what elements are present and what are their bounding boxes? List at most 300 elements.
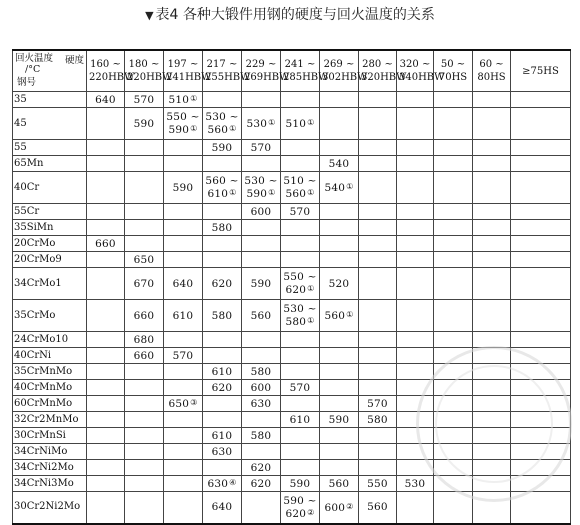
tempering-temp-cell [434, 396, 473, 412]
tempering-temp-cell [281, 268, 320, 300]
temp-value: 620 [211, 277, 233, 290]
temp-value: 530① [246, 118, 276, 130]
temp-value: 530 ~ [283, 303, 317, 315]
tempering-temp-cell [473, 428, 511, 444]
tempering-temp-cell [87, 252, 125, 268]
hardness-column-header [434, 50, 473, 92]
table-row [13, 252, 571, 268]
temp-value: 680 [133, 333, 155, 346]
temp-value: 580 [250, 429, 272, 442]
footnote-mark: ① [346, 182, 354, 191]
footnote-mark: ② [307, 507, 315, 517]
footnote-mark: ① [307, 188, 315, 197]
tempering-temp-cell [164, 348, 203, 364]
tempering-temp-cell [511, 364, 571, 380]
temp-value: 590 [328, 413, 350, 426]
tempering-temp-cell [359, 300, 397, 332]
hardness-range-end: 269HBW [244, 72, 290, 83]
tempering-temp-cell [242, 396, 281, 412]
tempering-temp-cell [511, 204, 571, 220]
tempering-temp-cell [242, 220, 281, 236]
hardness-column-header [511, 50, 571, 92]
tempering-temp-cell [242, 428, 281, 444]
tempering-temp-cell [281, 380, 320, 396]
tempering-temp-cell [397, 348, 434, 364]
tempering-temp-cell [203, 332, 242, 348]
footnote-mark: ① [307, 316, 315, 325]
tempering-temp-cell [434, 92, 473, 108]
tempering-temp-cell [511, 252, 571, 268]
footnote-mark: ① [307, 118, 315, 127]
tempering-temp-cell [511, 492, 571, 524]
tempering-temp-cell [242, 300, 281, 332]
tempering-temp-cell [320, 396, 359, 412]
tempering-temp-cell [359, 380, 397, 396]
temp-value: 570 [133, 93, 155, 106]
hardness-range-start: 320 ~ [399, 59, 431, 70]
tempering-temp-cell [359, 444, 397, 460]
table-row [13, 444, 571, 460]
tempering-temp-cell [511, 108, 571, 140]
tempering-temp-cell [320, 156, 359, 172]
hardness-column-header [473, 50, 511, 92]
temper-temp-unit: /°C [25, 64, 41, 75]
tempering-temp-cell [87, 92, 125, 108]
tempering-temp-cell [359, 140, 397, 156]
tempering-temp-cell [125, 444, 164, 460]
tempering-temp-cell [242, 92, 281, 108]
table-row [13, 236, 571, 252]
hardness-column-header [397, 50, 445, 92]
tempering-temp-cell [281, 492, 320, 524]
tempering-temp-cell [511, 172, 571, 204]
temp-value: 590 [211, 141, 233, 154]
tempering-temp-cell [359, 412, 397, 428]
steel-grade-cell: 40Cr [13, 172, 87, 204]
tempering-temp-cell [359, 156, 397, 172]
tempering-temp-cell [203, 108, 242, 140]
temp-value: 630 [250, 397, 272, 410]
tempering-temp-cell [359, 460, 397, 476]
tempering-temp-cell [511, 300, 571, 332]
footnote-mark: ④ [229, 478, 237, 487]
tempering-temp-cell [397, 396, 434, 412]
tempering-temp-cell [203, 396, 242, 412]
hardness-range-start: 50 ~ [440, 59, 466, 70]
tempering-temp-cell [281, 348, 320, 364]
tempering-temp-cell [473, 220, 511, 236]
tempering-temp-cell [125, 252, 164, 268]
hardness-range-start: 217 ~ [206, 59, 238, 70]
hardness-range-end: 255HBW [205, 72, 251, 83]
tempering-temp-cell [434, 364, 473, 380]
tempering-temp-cell [125, 364, 164, 380]
tempering-temp-cell [473, 412, 511, 428]
tempering-temp-cell [87, 348, 125, 364]
tempering-temp-cell [87, 220, 125, 236]
table-row [13, 92, 571, 108]
temp-value: 660 [133, 349, 155, 362]
footnote-mark: ① [268, 118, 276, 127]
table-row [13, 268, 571, 300]
tempering-temp-cell [125, 492, 164, 524]
tempering-temp-cell [473, 492, 511, 524]
temp-value: 590 [250, 277, 272, 290]
temp-value: 580 [211, 221, 233, 234]
tempering-temp-cell [281, 156, 320, 172]
footnote-mark: ① [307, 284, 315, 293]
hardness-range-end: 340HBW [399, 72, 445, 83]
tempering-temp-cell [125, 236, 164, 252]
tempering-temp-cell [511, 476, 571, 492]
table-row [13, 108, 571, 140]
tempering-temp-cell [125, 204, 164, 220]
table-row [13, 492, 571, 524]
temp-value: 570 [250, 141, 272, 154]
tempering-temp-cell [164, 300, 203, 332]
footnote-mark: ③ [190, 398, 198, 407]
tempering-temp-cell [511, 412, 571, 428]
tempering-temp-cell [320, 236, 359, 252]
tempering-temp-cell [359, 172, 397, 204]
tempering-temp-cell [473, 300, 511, 332]
temp-value: 590 [133, 117, 155, 130]
tempering-temp-cell [242, 236, 281, 252]
tempering-temp-cell [203, 380, 242, 396]
tempering-temp-cell [281, 300, 320, 332]
tempering-temp-cell [511, 236, 571, 252]
tempering-temp-cell [242, 156, 281, 172]
tempering-temp-cell [281, 172, 320, 204]
tempering-temp-cell [320, 220, 359, 236]
steel-grade-cell: 20CrMo [13, 236, 87, 252]
table-row [13, 204, 571, 220]
temp-value: 570 [289, 205, 311, 218]
hardness-column-header [125, 50, 173, 92]
temp-value: 560 ~ [205, 175, 239, 187]
tempering-temp-cell [434, 172, 473, 204]
temp-value: 640 [172, 277, 194, 290]
tempering-temp-cell [203, 268, 242, 300]
tempering-temp-cell [125, 108, 164, 140]
tempering-temp-cell [242, 380, 281, 396]
footnote-mark: ① [268, 188, 276, 197]
hardness-range-start: 269 ~ [323, 59, 355, 70]
tempering-temp-cell [164, 460, 203, 476]
temp-value: 560① [324, 310, 354, 322]
hardness-column-header [320, 50, 368, 92]
tempering-temp-cell [242, 252, 281, 268]
tempering-temp-cell [473, 348, 511, 364]
tempering-temp-cell [125, 396, 164, 412]
tempering-temp-cell [164, 172, 203, 204]
temp-value: 530 ~ [244, 175, 278, 187]
hardness-temper-table [12, 49, 571, 525]
tempering-temp-cell [125, 380, 164, 396]
tempering-temp-cell [125, 348, 164, 364]
tempering-temp-cell [397, 268, 434, 300]
hardness-column-header [87, 50, 135, 92]
temp-value: 620 [250, 461, 272, 474]
tempering-temp-cell [320, 412, 359, 428]
tempering-temp-cell [320, 332, 359, 348]
tempering-temp-cell [434, 204, 473, 220]
tempering-temp-cell [320, 172, 359, 204]
tempering-temp-cell [203, 220, 242, 236]
tempering-temp-cell [281, 460, 320, 476]
steel-grade-cell: 30Cr2Ni2Mo [13, 492, 87, 524]
temp-value: 510① [285, 118, 315, 130]
tempering-temp-cell [87, 460, 125, 476]
temp-value: 580 [367, 413, 388, 426]
temp-value: 510① [168, 94, 198, 106]
tempering-temp-cell [164, 428, 203, 444]
temp-value: 660 [133, 309, 155, 322]
tempering-temp-cell [281, 252, 320, 268]
tempering-temp-cell [125, 92, 164, 108]
temp-value: 640 [211, 501, 233, 514]
tempering-temp-cell [320, 108, 359, 140]
temp-value: 620② [285, 507, 315, 520]
tempering-temp-cell [397, 492, 434, 524]
tempering-temp-cell [164, 396, 203, 412]
tempering-temp-cell [397, 444, 434, 460]
tempering-temp-cell [359, 204, 397, 220]
temp-value: 560 [367, 501, 388, 514]
tempering-temp-cell [473, 332, 511, 348]
tempering-temp-cell [434, 268, 473, 300]
tempering-temp-cell [281, 332, 320, 348]
tempering-temp-cell [359, 428, 397, 444]
temp-value: 550 [367, 477, 388, 490]
tempering-temp-cell [164, 236, 203, 252]
footnote-mark: ① [229, 188, 237, 197]
tempering-temp-cell [164, 364, 203, 380]
tempering-temp-cell [203, 204, 242, 220]
temp-value: 630④ [207, 478, 237, 490]
tempering-temp-cell [473, 476, 511, 492]
tempering-temp-cell [125, 300, 164, 332]
temp-value: 540 [328, 157, 350, 170]
steel-grade-cell: 34CrNi3Mo [13, 476, 87, 492]
tempering-temp-cell [125, 460, 164, 476]
tempering-temp-cell [87, 412, 125, 428]
tempering-temp-cell [281, 364, 320, 380]
tempering-temp-cell [87, 428, 125, 444]
tempering-temp-cell [125, 332, 164, 348]
tempering-temp-cell [473, 268, 511, 300]
tempering-temp-cell [359, 108, 397, 140]
tempering-temp-cell [434, 220, 473, 236]
hardness-column-header [203, 50, 251, 92]
tempering-temp-cell [203, 476, 242, 492]
temper-temp-label: 回火温度 [15, 53, 54, 64]
tempering-temp-cell [203, 492, 242, 524]
temp-value: 550 ~ [283, 271, 317, 283]
hardness-range-start: 180 ~ [128, 59, 160, 70]
tempering-temp-cell [397, 204, 434, 220]
temp-value: 600② [324, 501, 354, 514]
steel-grade-cell: 32Cr2MnMo [13, 412, 87, 428]
tempering-temp-cell [397, 236, 434, 252]
tempering-temp-cell [242, 412, 281, 428]
tempering-temp-cell [434, 332, 473, 348]
tempering-temp-cell [359, 92, 397, 108]
temp-value: 590 [289, 477, 311, 490]
temp-value: 530 ~ [205, 111, 239, 123]
tempering-temp-cell [87, 172, 125, 204]
tempering-temp-cell [397, 460, 434, 476]
footnote-mark: ① [229, 124, 237, 133]
tempering-temp-cell [242, 444, 281, 460]
temp-value: 610 [289, 413, 311, 426]
tempering-temp-cell [320, 364, 359, 380]
tempering-temp-cell [511, 460, 571, 476]
steel-grade-cell: 20CrMo9 [13, 252, 87, 268]
hardness-range-end: 80HS [477, 72, 506, 83]
tempering-temp-cell [397, 252, 434, 268]
tempering-temp-cell [242, 140, 281, 156]
tempering-temp-cell [473, 140, 511, 156]
table-row [13, 156, 571, 172]
tempering-temp-cell [359, 332, 397, 348]
hardness-range-start: 160 ~ [90, 59, 121, 70]
tempering-temp-cell [473, 92, 511, 108]
footnote-mark: ① [190, 94, 198, 103]
tempering-temp-cell [203, 252, 242, 268]
tempering-temp-cell [320, 140, 359, 156]
hardness-column-header [281, 50, 329, 92]
table-body [13, 92, 571, 524]
steel-grade-cell: 34CrMo1 [13, 268, 87, 300]
temp-value: 620 [211, 381, 233, 394]
tempering-temp-cell [397, 364, 434, 380]
hardness-column-header [164, 50, 212, 92]
tempering-temp-cell [281, 220, 320, 236]
table-row [13, 412, 571, 428]
hardness-label: 硬度 [64, 55, 84, 66]
hardness-column-header [359, 50, 407, 92]
tempering-temp-cell [203, 444, 242, 460]
tempering-temp-cell [359, 268, 397, 300]
temp-value: 510 ~ [283, 175, 317, 187]
temp-value: 560① [285, 188, 315, 200]
header-row [13, 50, 571, 92]
temp-value: 550 ~ [166, 111, 200, 123]
tempering-temp-cell [434, 460, 473, 476]
tempering-temp-cell [242, 172, 281, 204]
temp-value: 610① [207, 188, 237, 200]
tempering-temp-cell [281, 476, 320, 492]
temp-value: 620① [285, 284, 315, 296]
tempering-temp-cell [164, 220, 203, 236]
tempering-temp-cell [164, 252, 203, 268]
footnote-mark: ② [346, 501, 354, 511]
tempering-temp-cell [434, 412, 473, 428]
temp-value: 540① [324, 182, 354, 194]
tempering-temp-cell [125, 220, 164, 236]
table-row [13, 460, 571, 476]
tempering-temp-cell [87, 204, 125, 220]
tempering-temp-cell [87, 396, 125, 412]
tempering-temp-cell [397, 428, 434, 444]
hardness-range-end: 220HBW [127, 72, 173, 83]
steel-grade-cell: 30CrMnSi [13, 428, 87, 444]
tempering-temp-cell [359, 364, 397, 380]
tempering-temp-cell [320, 348, 359, 364]
tempering-temp-cell [125, 172, 164, 204]
tempering-temp-cell [434, 300, 473, 332]
steel-grade-cell: 65Mn [13, 156, 87, 172]
hardness-range-start: 229 ~ [245, 59, 277, 70]
tempering-temp-cell [320, 460, 359, 476]
tempering-temp-cell [320, 444, 359, 460]
temp-value: 520 [328, 277, 350, 290]
tempering-temp-cell [511, 396, 571, 412]
steel-grade-cell: 55Cr [13, 204, 87, 220]
temp-value: 560 [250, 309, 272, 322]
table-row [13, 396, 571, 412]
steel-grade-cell: 34CrNi2Mo [13, 460, 87, 476]
temp-value: 560① [207, 124, 237, 136]
tempering-temp-cell [359, 220, 397, 236]
tempering-temp-cell [511, 380, 571, 396]
tempering-temp-cell [397, 412, 434, 428]
tempering-temp-cell [203, 92, 242, 108]
steel-grade-cell: 40CrNi [13, 348, 87, 364]
tempering-temp-cell [434, 108, 473, 140]
tempering-temp-cell [242, 476, 281, 492]
tempering-temp-cell [359, 236, 397, 252]
corner-header [13, 50, 87, 92]
tempering-temp-cell [281, 92, 320, 108]
tempering-temp-cell [397, 108, 434, 140]
tempering-temp-cell [320, 92, 359, 108]
steel-grade-label: 钢号 [17, 77, 37, 88]
tempering-temp-cell [125, 156, 164, 172]
tempering-temp-cell [281, 444, 320, 460]
tempering-temp-cell [359, 492, 397, 524]
table-row [13, 300, 571, 332]
steel-grade-cell: 35 [13, 92, 87, 108]
hardness-range-end: 220HBW [89, 72, 135, 83]
tempering-temp-cell [87, 300, 125, 332]
temp-value: 590① [168, 124, 198, 136]
tempering-temp-cell [125, 412, 164, 428]
temp-value: 610 [211, 365, 233, 378]
steel-grade-cell: 35CrMnMo [13, 364, 87, 380]
hardness-range-start: 60 ~ [479, 59, 504, 70]
hardness-range-end: 70HS [438, 72, 468, 83]
tempering-temp-cell [434, 236, 473, 252]
table-title-text: 表4 各种大锻件用钢的硬度与回火温度的关系 [155, 7, 435, 23]
hardness-range-start: 280 ~ [362, 59, 393, 70]
tempering-temp-cell [125, 476, 164, 492]
tempering-temp-cell [397, 140, 434, 156]
tempering-temp-cell [473, 172, 511, 204]
table-row [13, 476, 571, 492]
temp-value: 660 [95, 237, 116, 250]
temp-value: 570 [172, 349, 194, 362]
hardness-range-start: 241 ~ [284, 59, 316, 70]
tempering-temp-cell [87, 444, 125, 460]
tempering-temp-cell [87, 332, 125, 348]
tempering-temp-cell [397, 172, 434, 204]
tempering-temp-cell [242, 108, 281, 140]
temp-value: 590 [172, 181, 194, 194]
temp-value: 570 [367, 397, 388, 410]
tempering-temp-cell [473, 204, 511, 220]
